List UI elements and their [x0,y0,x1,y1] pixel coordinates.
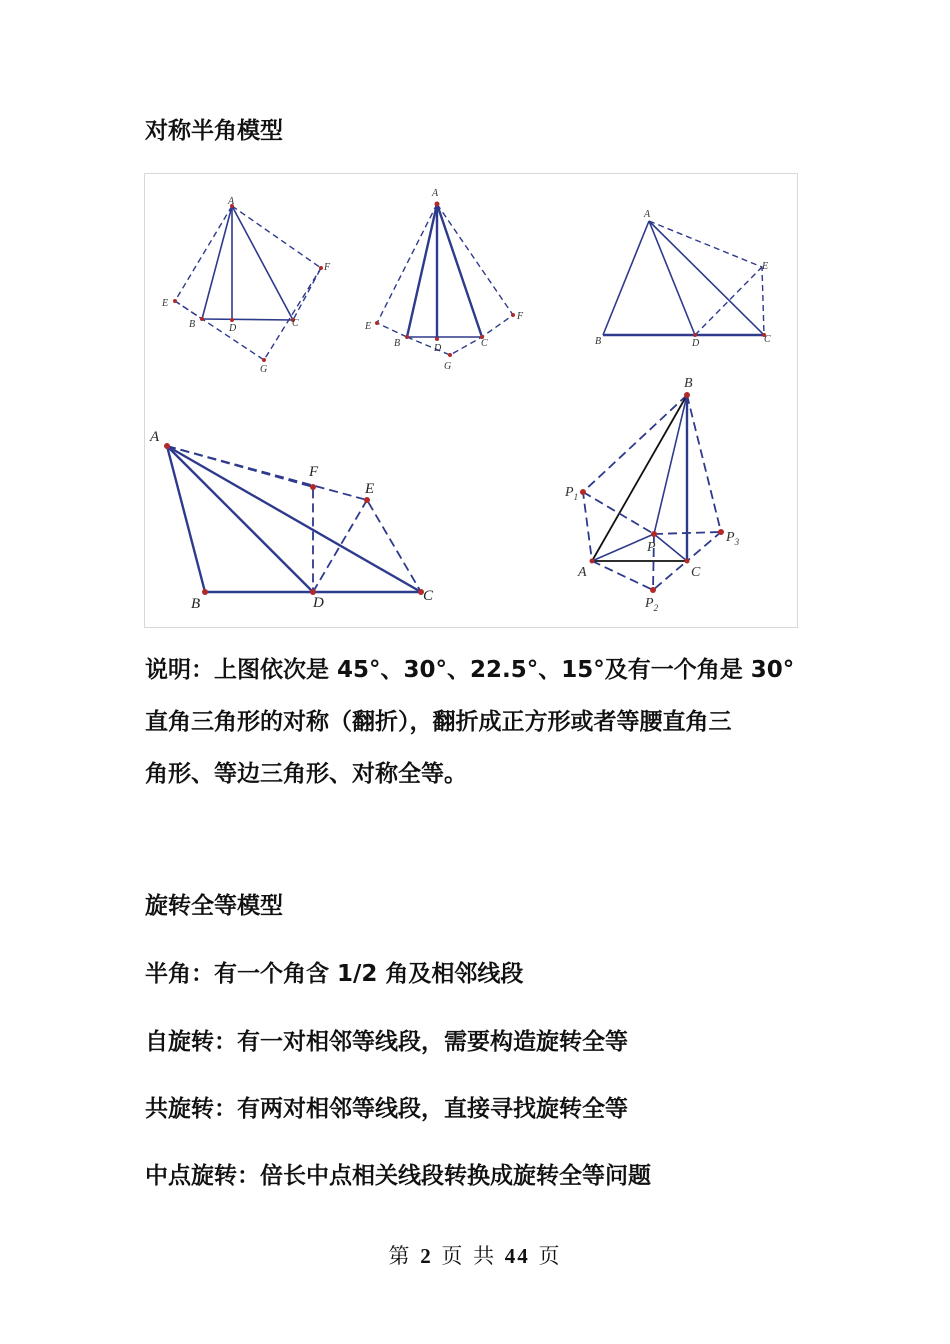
fig2-label-D: D [434,343,442,354]
fig1-label-D: D [229,323,237,334]
fig3-label-C: C [764,334,771,345]
explanation-line-2: 直角三角形的对称（翻折），翻折成正方形或者等腰直角三 [145,709,732,735]
explanation-line-1: 说明：上图依次是 45°、30°、22.5°、15°及有一个角是 30° [145,657,795,683]
figure-30-degree [364,188,524,372]
fig4-label-F: F [309,464,319,480]
fig1-label-F: F [324,262,331,273]
fig2-label-A: A [432,188,439,199]
fig1-label-A: A [228,196,235,207]
section-title-rotation-congruence: 旋转全等模型 [145,893,283,919]
fig2-label-C: C [481,338,488,349]
explanation-line-3: 角形、等边三角形、对称全等。 [145,761,467,787]
geometry-figure-panel [144,173,798,628]
fig2-label-B: B [394,338,401,349]
fig1-label-C: C [292,318,299,329]
fig1-label-G: G [260,364,268,375]
fig1-label-B: B [189,319,196,330]
fig3-label-E: E [762,261,769,272]
fig5-label-B: B [684,376,693,391]
rotation-item-half-angle: 半角：有一个角含 1/2 角及相邻线段 [145,961,524,987]
fig5-label-A: A [578,565,587,580]
footer-middle: 页 共 [441,1244,497,1268]
figure-45-degree [161,196,331,375]
fig4-label-B: B [191,596,201,612]
section-title-symmetric-half-angle: 对称半角模型 [145,118,283,144]
fig4-label-E: E [365,481,375,497]
rotation-item-midpoint-rotation: 中点旋转：倍长中点相关线段转换成旋转全等问题 [145,1163,651,1189]
figure-22-5-degree [595,209,771,349]
fig3-label-B: B [595,336,602,347]
fig2-label-E: E [365,321,372,332]
footer-total-pages: 44 [504,1244,530,1268]
fig5-label-P2: $P_2$ [645,596,659,613]
footer-page-number: 2 [420,1244,433,1268]
footer-suffix: 页 [538,1244,562,1268]
footer-prefix: 第 [388,1244,412,1268]
fig4-label-D: D [313,595,324,611]
fig3-label-D: D [692,338,700,349]
fig4-label-A: A [150,429,160,445]
fig3-label-A: A [644,209,651,220]
fig2-label-F: F [517,311,524,322]
fig2-label-G: G [444,361,452,372]
fig5-label-P: P [647,540,656,555]
page-footer [0,1240,950,1270]
fig4-label-C: C [423,588,434,604]
rotation-item-co-rotation: 共旋转：有两对相邻等线段，直接寻找旋转全等 [145,1096,628,1122]
fig5-label-P1: $P_1$ [565,485,579,502]
fig1-label-E: E [162,298,169,309]
figure-15-degree [149,429,434,612]
fig5-label-P3: $P_3$ [726,530,740,547]
rotation-item-self-rotation: 自旋转：有一对相邻等线段，需要构造旋转全等 [145,1029,628,1055]
figure-30-right-triangle [564,376,740,613]
geometry-figures [145,174,799,629]
fig5-label-C: C [691,565,701,580]
